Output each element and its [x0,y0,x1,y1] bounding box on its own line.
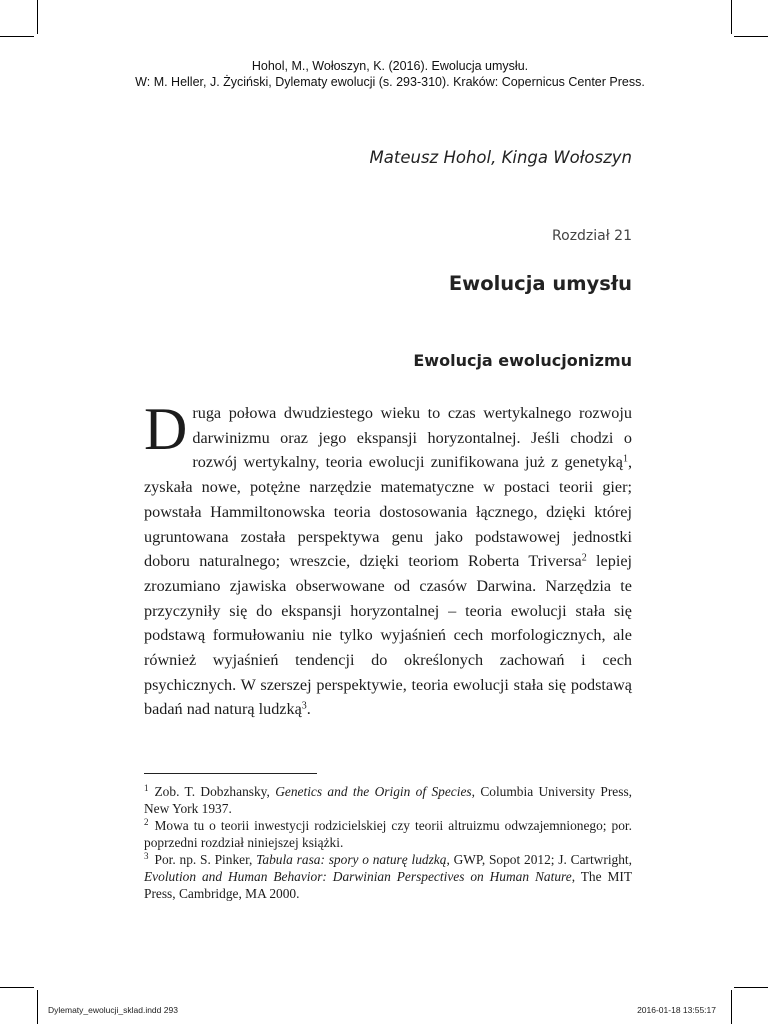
footnote-text: , The MIT Press, Cambridge, MA 2000. [144,869,632,901]
citation-line-1: Hohol, M., Wołoszyn, K. (2016). Ewolucja umysłu. [251,59,529,73]
footnote-ref-1[interactable]: 1 [622,453,628,465]
footnote-1 [144,783,632,817]
body-text-segment-1: ruga połowa dwudziestego wieku to czas wertykalnego rozwoju darwinizmu oraz jego ekspansji horyzontalnej. Jeśli chodzi o rozwój wertykalny, teoria ewolucji zunifikowana już z genetyką [192,404,632,472]
crop-mark-bottom-right-horizontal [734,987,768,988]
crop-mark-top-right-vertical [731,0,732,34]
crop-mark-bottom-left-vertical [37,990,38,1024]
crop-mark-top-right-horizontal [734,36,768,37]
citation-header [70,58,710,90]
footnote-text: Por. np. S. Pinker, [154,852,257,867]
footnote-text: , Columbia University Press, New York 1937. [144,784,633,816]
body-text-segment-3: lepiej zrozumiano zjawiska obserwowane od czasów Darwina. Narzędzia te przyczyniły się do ekspansji horyzontalnej – teoria ewolucji stała się podstawą formułowaniu nie tylko wyjaśnień cech morfologicznych, ale również wyjaśnień tendencji do określonych zachowań i cech psychicznych. W szerszej perspektywie, teoria ewolucji stała się podstawą badań nad naturą ludzką [144,552,633,719]
footnote-title: Tabula rasa: spory o naturę ludzką [256,852,447,867]
footnote-3 [144,851,632,902]
footnote-text: Zob. T. Dobzhansky, [154,784,276,799]
footnote-rule [144,773,317,774]
footnote-number: 2 [144,817,149,828]
body-text-segment-4: . [306,700,311,719]
slug-timestamp: 2016-01-18 13:55:17 [637,1005,716,1015]
crop-mark-bottom-right-vertical [731,990,732,1024]
footnote-title: Genetics and the Origin of Species [275,784,472,799]
footnote-ref-2[interactable]: 2 [581,552,587,564]
body-text-segment-2: , zyskała nowe, potężne narzędzie matematyczne w postaci teorii gier; powstała Hammiltonowska teoria dostosowania łącznego, dzięki której ugruntowana została perspektywa genu jako podstawowej jednostki doboru naturalnego; wreszcie, dzięki teoriom Roberta Triversa [144,453,632,571]
crop-mark-top-left-vertical [37,0,38,34]
footnotes [144,783,632,902]
crop-mark-top-left-horizontal [0,36,34,37]
drop-cap: D [144,396,188,462]
footnote-number: 1 [144,783,149,794]
crop-mark-bottom-left-horizontal [0,987,34,988]
chapter-authors: Mateusz Hohol, Kinga Wołoszyn [369,148,632,167]
chapter-label: Rozdział 21 [552,228,632,244]
citation-line-2: W: M. Heller, J. Życiński, Dylematy ewolucji (s. 293-310). Kraków: Copernicus Center Press. [135,75,645,89]
slug-filename: Dylematy_ewolucji_sklad.indd 293 [48,1005,178,1015]
footnote-number: 3 [144,851,149,862]
footnote-title: Evolution and Human Behavior: Darwinian Perspectives on Human Nature [144,869,572,884]
body-paragraph [144,396,633,722]
footnote-text: , GWP, Sopot 2012; J. Cartwright, [446,852,632,867]
footnote-ref-3[interactable]: 3 [301,700,307,712]
section-heading: Ewolucja ewolucjonizmu [413,351,632,370]
footnote-2 [144,817,632,851]
footnote-text: Mowa tu o teorii inwestycji rodzicielskiej czy teorii altruizmu odwzajemnionego; por. poprzedni rozdział niniejszej książki. [144,818,632,850]
chapter-title: Ewolucja umysłu [448,272,632,295]
